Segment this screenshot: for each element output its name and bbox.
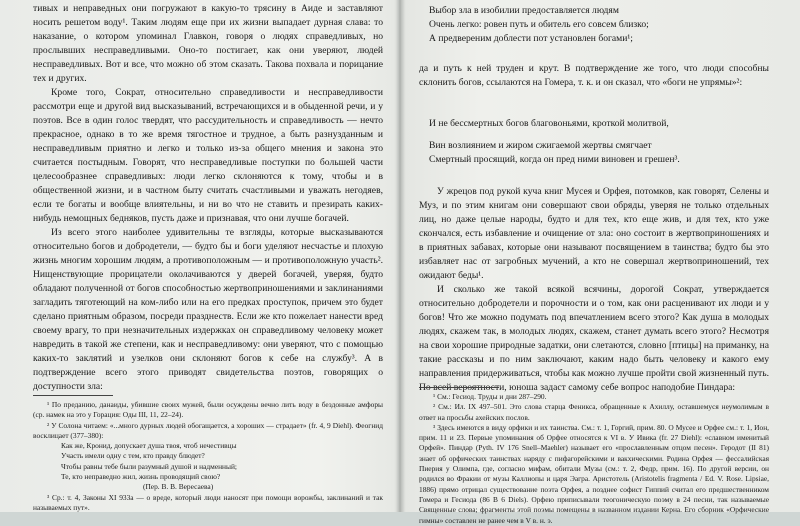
footnote-1: ¹ По преданию, данаиды, убившие своих мужей, были осуждены вечно лить воду в бездонные амфоры (ср. намек на это у Горация: Оды III, 11, 22–24). [33, 400, 383, 420]
footnote-2-verse-1: Как же, Кронид, допускает душа твоя, чтоб нечестивцы [61, 441, 237, 451]
footnote-2-verse-4: Те, кто неправедно жил, жизнь проводящий свою? [61, 472, 221, 482]
footnote-2-verse-3: Чтобы равны тебе были разумный душой и надменный; [61, 461, 237, 471]
right-paragraph-2: И сколько же такой всякой всячины, дорогой Сократ, утверждается относительно добродетели и порочности и о том, как они расценивают их люди и у богов! Что же можно подумать под впечатлением всего этого? Как душа в молодых людях, скажем так, в молодых людях, скажем, станет думать всего этого? Несмотря на свои хорошие природные задатки, они слетаются, словно [птицы] на приманку, на такие рассказы и по ним заключают, каким надо быть человеку и какого ему направления придерживаться, чтобы как можно лучше пройти свой жизненный путь. По всей вероятности, юноша задаст самому себе вопрос наподобие Пиндара: [419, 284, 769, 393]
left-main-text [33, 2, 383, 394]
left-paragraph-2: Кроме того, Сократ, относительно справедливости и несправедливости рассмотри еще и другой вид высказываний, встречающихся и в обыденной речи, и у поэтов. Все в один голос твердят, что рассудительность и справедливость — нечто прекрасное, однако в то же время тягостное и трудное, а быть разнузданным и несправедливым приятно и легко и только из-за общего мнения и закона это считается постыдным. Говорят, что несправедливые поступки по большей части целесообразнее справедливых: люди легко склоняются к тому, чтобы и в общественной жизни, и в частном быту считать счастливыми и уважать негодяев, если те богаты и вообще влиятельны, и ни во что не ставить и презирать каких-нибудь немощных бедняков, пусть даже и признавая, что они лучше богачей. [33, 87, 383, 224]
right-page [401, 0, 800, 525]
footnote-2-translator: (Пер. В. В. Вересаева) [143, 482, 214, 492]
left-paragraph-3: Из всего этого наиболее удивительны те взгляды, которые высказываются относительно богов и добродетели, — будто бы и боги уделяют несчастье и плохую жизнь многим хорошим людям, а противоположным — и противоположную участь². Нищенствующие прорицатели околачиваются у дверей богачей, уверяя, будто обладают полученной от богов способностью жертвоприношениями и заклинаниями загладить тяготеющий на ком-либо или на его предках проступок, причем это будет сделано приятным образом, посреди празднеств. Если же кто пожелает нанести вред своему врагу, то при незначительных издержках он справедливому человеку может навредить в такой же степени, как и несправедливому: они уверяют, что с помощью каких-то заклятий и узелков они склоняют богов к себе на службу³. А в подтверждение всего этого приводят свидетельства поэтов, говорящих о доступности зла: [33, 227, 383, 392]
right-footnote-3: ³ Здесь имеются в виду орфики и их таинства. См.: т. 1, Горгий, прим. 80. О Мусее и Орфее см.: т. 1, Ион, прим. 11 и 23. Первые упоминания об Орфее относятся к VI в. У Ивика (fr. 27 Diehl): «славном именитый Орфей». Пиндар (Pyth. IV 176 Snell–Maehler) называет его «прославленным отцом песен». Геродот (II 81) знает об орфических таинствах наряду с пифагорейскими и вакхическими. Родина Орфея — фессалийская Пиерия у Олимпа, где, согласно мифам, обитали Музы (см.: т. 2, Федр, прим. 16). По другой версии, он родился во Фракии от музы Каллиопы и царя Эагра. Аристотель (Aristotelis fragmenta / Ed. V. Rose. Lipsiae, 1886) прямо отрицал существование поэта Орфея, а позднее софист Гиппий считал его предшественником Гомера и Гесиода (86 B 6 Diels). Орфею приписывали теогоническую поэму в 24 песни, так называемые Священные слова; фрагменты этой поэмы помещены в названном издании Керна. Его сборник «Орфические гимны» составлен не ранее чем в V в. н. э. [419, 422, 769, 525]
right-footnote-2: ² См.: Ил. IX 497–501. Это слова старца Феникса, обращенные к Ахиллу, оставшемуся неумолимым в ответ на просьбы ахейских послов. [419, 402, 769, 422]
footnote-2-verse-2: Участь имели одну с тем, кто правду блюдет? [61, 451, 205, 461]
right-footnote-1: ¹ См.: Гесиод. Труды и дни 287–290. [433, 392, 547, 401]
verse-1-line-1: Выбор зла в изобилии предоставляется людям [429, 5, 619, 16]
footnote-2-intro: ² У Солона читаем: «...много дурных людей обогащается, а хороших — страдает» (fr. 4, 9 Diehl). Феогнид восклицает (377–380): [33, 420, 383, 440]
verse-2-line-2: Вин возлиянием и жиром сжигаемой жертвы смягчает [429, 140, 652, 151]
right-footnotes [419, 392, 769, 526]
right-paragraph-1: У жрецов под рукой куча книг Мусея и Орфея, потомков, как говорят, Селены и Муз, и по этим книгам они совершают свои обряды, уверяя не только отдельных лиц, но даже целые народы, будто и для тех, кто еще жив, и для тех, кто уже скончался, есть избавление и очищение от зла: оно состоит в жертвоприношениях и в приятных забавах, которые они называют посвящением в таинства; будто бы это избавляет нас от загробных мучений, а кто не совершал жертвоприношений, тех ожидают беды¹. [419, 186, 769, 281]
verse-block-1 [429, 4, 649, 46]
verse-1-line-2: Очень легко: ровен путь и обитель его совсем близко; [429, 19, 649, 30]
left-paragraph-1: тивых и неправедных они погружают в какую-то трясину в Аиде и заставляют носить решетом воду¹. Таким людям еще при их жизни выпадает дурная слава: то наказание, о котором упоминал Главкон, говоря о людях справедливых, но прослывших несправедливыми. Оно-то постигает, как они уверяют, людей несправедливых. Вот и все, что можно об этом сказать. Такова похвала и порицание тех и других. [33, 3, 383, 84]
left-footnote-rule [33, 395, 113, 396]
right-paragraph-intro: да и путь к ней труден и крут. В подтверждение же того, что люди способны склонить богов, ссылаются на Гомера, т. к. и он сказал, что «боги не упрямы»²: [419, 63, 769, 88]
verse-block-2 [429, 117, 680, 167]
right-footnote-rule [419, 387, 499, 388]
verse-2-line-3: Смертный просящий, когда он пред ними виновен и грешен³. [429, 154, 680, 165]
right-main-text [419, 185, 769, 395]
left-page [0, 0, 400, 512]
verse-1-line-3: А предвереним доблести пот установлен богами¹; [429, 33, 633, 44]
left-footnotes [33, 400, 383, 513]
verse-2-line-1: И не бессмертных богов благовоньями, кроткой молитвой, [429, 118, 669, 129]
footnote-3: ³ Ср.: т. 4, Законы XI 933a — о вреде, который люди наносят при помощи ворожбы, заклинаний и так называемых пут». [33, 492, 383, 512]
